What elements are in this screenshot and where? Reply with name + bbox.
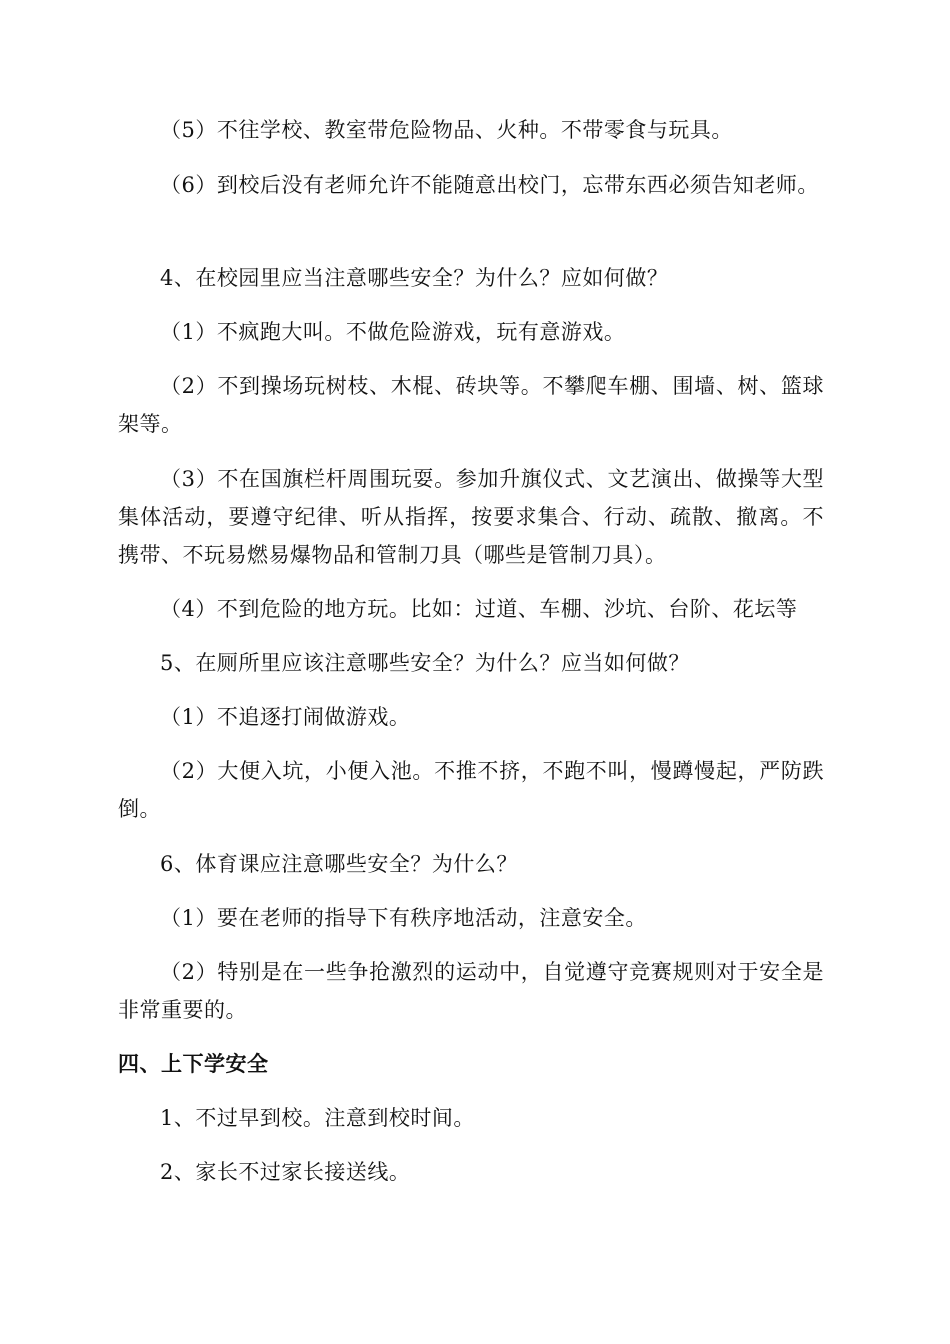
q4-item-1: （1）不疯跑大叫。不做危险游戏，玩有意游戏。 <box>160 320 626 344</box>
q4-item-4: （4）不到危险的地方玩。比如：过道、车棚、沙坑、台阶、花坛等 <box>160 597 798 621</box>
section-heading: 四、上下学安全 <box>118 1052 269 1076</box>
question-4: 4、在校园里应当注意哪些安全？为什么？应如何做？ <box>160 266 669 290</box>
q6-item-2: （2）特别是在一些争抢激烈的运动中，自觉遵守竞赛规则对于安全是非常重要的。 <box>118 960 824 1022</box>
q5-item-1: （1）不追逐打闹做游戏。 <box>160 705 411 729</box>
question-5: 5、在厕所里应该注意哪些安全？为什么？应当如何做？ <box>160 651 690 675</box>
q4-item-2: （2）不到操场玩树枝、木棍、砖块等。不攀爬车棚、围墙、树、篮球架等。 <box>118 374 824 436</box>
paragraph-item-5: （5）不往学校、教室带危险物品、火种。不带零食与玩具。 <box>160 118 733 142</box>
section-item-2: 2、家长不过家长接送线。 <box>160 1160 411 1184</box>
paragraph-item-6: （6）到校后没有老师允许不能随意出校门，忘带东西必须告知老师。 <box>160 173 819 197</box>
q5-item-2: （2）大便入坑，小便入池。不推不挤，不跑不叫，慢蹲慢起，严防跌倒。 <box>118 759 824 821</box>
section-item-1: 1、不过早到校。注意到校时间。 <box>160 1106 475 1130</box>
question-6: 6、体育课应注意哪些安全？为什么？ <box>160 852 518 876</box>
q4-item-3: （3）不在国旗栏杆周围玩耍。参加升旗仪式、文艺演出、做操等大型集体活动，要遵守纪律、听从指挥，按要求集合、行动、疏散、撤离。不携带、不玩易燃易爆物品和管制刀具（哪些是管制刀具）。 <box>118 467 824 567</box>
q6-item-1: （1）要在老师的指导下有秩序地活动，注意安全。 <box>160 906 647 930</box>
